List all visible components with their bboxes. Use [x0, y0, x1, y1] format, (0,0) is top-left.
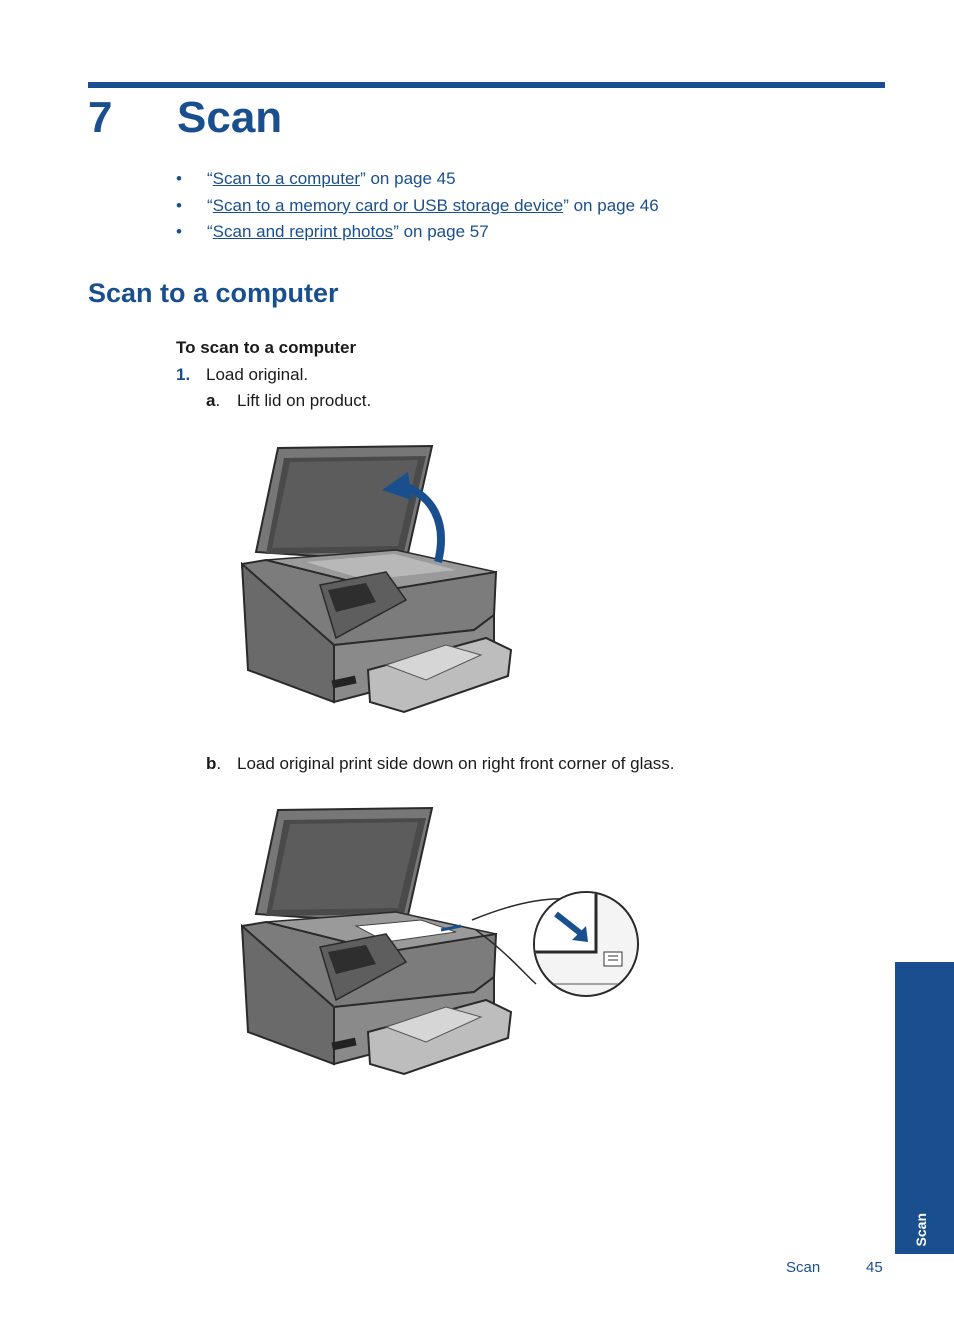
chapter-number: 7: [88, 93, 113, 142]
bullet-icon: •: [176, 195, 182, 215]
step-number: 1.: [176, 365, 191, 384]
section-title: Scan to a computer: [88, 278, 339, 308]
bullet-icon: •: [176, 222, 182, 241]
printer-load-original-illustration: [236, 802, 646, 1082]
page-number: 45: [866, 1259, 883, 1276]
substep-text: Lift lid on product.: [237, 391, 372, 410]
toc-link-scan-and-reprint[interactable]: Scan and reprint photos: [212, 222, 394, 241]
procedure-title: To scan to a computer: [176, 338, 357, 357]
bullet-icon: •: [176, 169, 182, 188]
chapter-side-tab: [895, 962, 954, 1254]
substep-label: a: [206, 391, 216, 410]
chapter-title: Scan: [177, 93, 283, 142]
substep-text: Load original print side down on right front corner of glass.: [237, 754, 675, 773]
footer-section: Scan: [786, 1259, 821, 1276]
printer-lid-open-illustration: [236, 440, 516, 718]
toc-link-scan-to-memory-card[interactable]: Scan to a memory card or USB storage device: [212, 195, 564, 215]
substep-label: b: [206, 754, 217, 773]
side-tab-label: Scan: [913, 1212, 929, 1246]
step-text: Load original.: [206, 365, 309, 384]
toc-link-scan-to-computer[interactable]: Scan to a computer: [212, 169, 361, 188]
